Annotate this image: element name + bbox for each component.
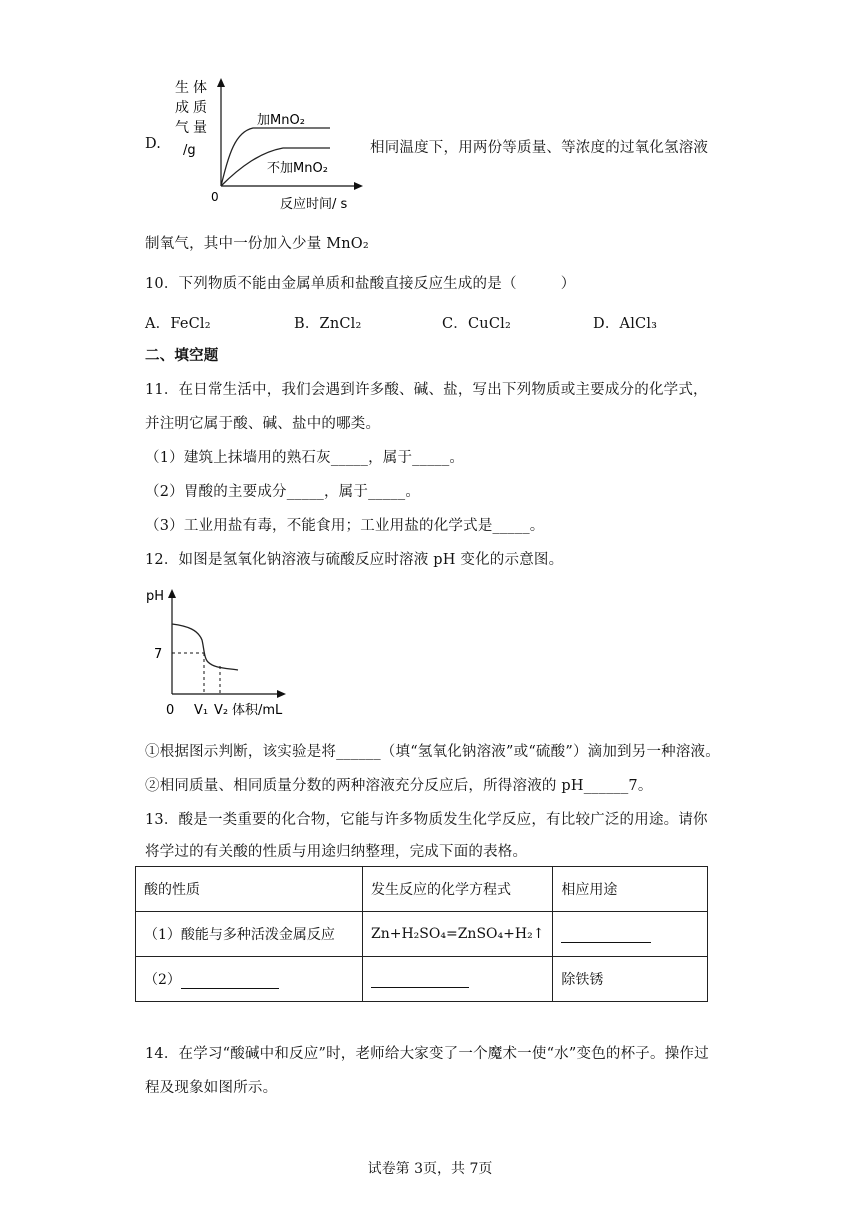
- chart-xlabel: 反应时间/ s: [280, 197, 348, 212]
- ph-y-axis-arrow: [168, 589, 176, 598]
- chart-ylabel-char: 气: [175, 120, 189, 136]
- q12-stem: 12．如图是氢氧化钠溶液与硫酸反应时溶液 pH 变化的示意图。: [145, 552, 564, 568]
- acid-properties-table: [135, 866, 708, 1002]
- answer-blank[interactable]: [561, 926, 651, 943]
- chart-origin: 0: [211, 190, 219, 204]
- q12-part2: ②相同质量、相同质量分数的两种溶液充分反应后，所得溶液的 pH______7。: [145, 778, 653, 794]
- option-d-letter: D.: [145, 136, 162, 152]
- q11-stem-1: 11．在日常生活中，我们会遇到许多酸、碱、盐，写出下列物质或主要成分的化学式，: [145, 382, 708, 398]
- table-row: [136, 912, 708, 957]
- row2-prefix: （2）: [144, 972, 181, 988]
- ph-x-tick-v1: V₁: [194, 703, 209, 718]
- q10-option-a: A．FeCl₂: [145, 316, 211, 332]
- q10-stem: 10．下列物质不能由金属单质和盐酸直接反应生成的是（ ）: [145, 276, 576, 292]
- option-d-text-2: 制氧气，其中一份加入少量 MnO₂: [145, 236, 369, 252]
- page-footer: 试卷第 3页，共 7页: [367, 1161, 493, 1177]
- ph-origin: 0: [166, 703, 175, 718]
- x-axis-arrow: [354, 182, 363, 190]
- q11-sub3: （3）工业用盐有毒，不能食用；工业用盐的化学式是_____。: [145, 518, 545, 534]
- table-header-row: [136, 867, 708, 912]
- table-cell: [136, 957, 363, 1002]
- chart-ylabel-char: 量: [193, 120, 207, 136]
- q11-sub1: （1）建筑上抹墙用的熟石灰_____，属于_____。: [145, 450, 465, 466]
- ph-curve: [172, 624, 238, 670]
- q11-sub2: （2）胃酸的主要成分_____，属于_____。: [145, 484, 421, 500]
- ph-chart: [142, 582, 302, 722]
- chart-ylabel-char: 体: [193, 80, 207, 96]
- gas-mass-chart: [165, 74, 365, 214]
- table-cell: （1）酸能与多种活泼金属反应: [136, 912, 363, 957]
- answer-blank[interactable]: [371, 971, 469, 988]
- q13-stem-2: 将学过的有关酸的性质与用途归纳整理，完成下面的表格。: [145, 844, 528, 860]
- ph-xlabel: 体积/mL: [232, 703, 283, 718]
- table-header: 发生反应的化学方程式: [363, 867, 553, 912]
- ph-ylabel: pH: [146, 589, 165, 604]
- table-row: [136, 957, 708, 1002]
- chart-ylabel-char: 成: [175, 100, 189, 116]
- q12-part1: ①根据图示判断，该实验是将______（填“氢氧化钠溶液”或“硫酸”）滴加到另一种溶液。: [145, 744, 720, 760]
- curve-label-without: 不加MnO₂: [267, 161, 328, 176]
- table-header: 相应用途: [553, 867, 708, 912]
- chart-ylabel-char: 生: [175, 80, 189, 96]
- ph-x-axis-arrow: [277, 690, 286, 698]
- table-cell-blank[interactable]: [363, 957, 553, 1002]
- chart-yunit: /g: [183, 143, 196, 158]
- table-cell: 除铁锈: [553, 957, 708, 1002]
- table-cell: Zn+H₂SO₄=ZnSO₄+H₂↑: [363, 912, 553, 957]
- table-cell-blank[interactable]: [553, 912, 708, 957]
- q13-stem-1: 13．酸是一类重要的化合物，它能与许多物质发生化学反应，有比较广泛的用途。请你: [145, 812, 708, 828]
- table-header: 酸的性质: [136, 867, 363, 912]
- q10-option-d: D．AlCl₃: [593, 316, 658, 332]
- option-d-text-1: 相同温度下，用两份等质量、等浓度的过氧化氢溶液: [370, 140, 709, 156]
- answer-blank[interactable]: [181, 972, 279, 989]
- y-axis-arrow: [217, 78, 225, 87]
- curve-with-catalyst: [221, 128, 330, 186]
- q14-stem-1: 14．在学习“酸碱中和反应”时，老师给大家变了一个魔术一使“水”变色的杯子。操作过: [145, 1046, 709, 1062]
- q14-stem-2: 程及现象如图所示。: [145, 1080, 278, 1096]
- section-heading: 二、填空题: [145, 347, 219, 364]
- q10-option-c: C．CuCl₂: [442, 316, 511, 332]
- curve-label-with: 加MnO₂: [257, 113, 305, 128]
- ph-x-tick-v2: V₂: [214, 703, 229, 718]
- q11-stem-2: 并注明它属于酸、碱、盐中的哪类。: [145, 416, 381, 432]
- q10-option-b: B．ZnCl₂: [294, 316, 362, 332]
- ph-y-tick-7: 7: [154, 647, 163, 662]
- chart-ylabel-char: 质: [193, 100, 207, 116]
